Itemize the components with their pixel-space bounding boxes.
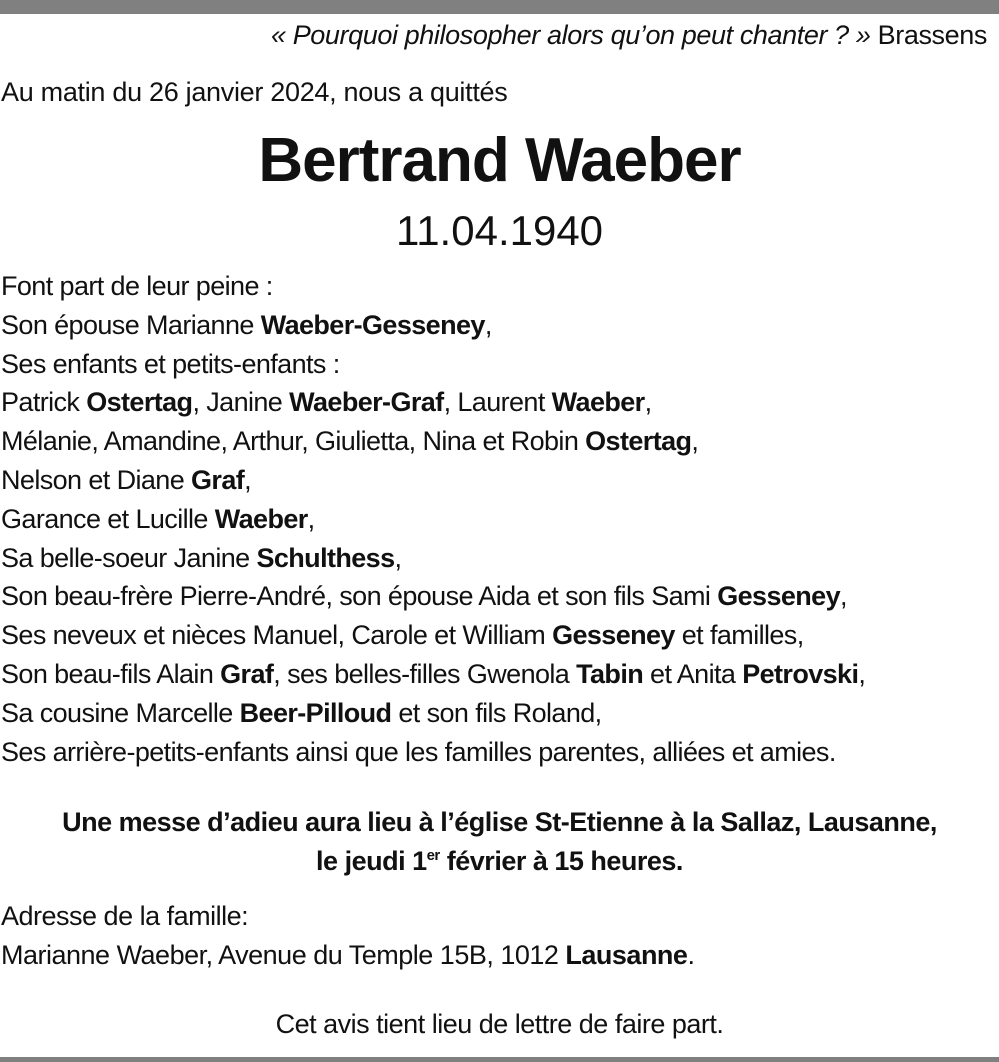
family-line bbox=[1, 422, 999, 461]
family-text: , Janine bbox=[192, 387, 290, 418]
family-line bbox=[1, 500, 999, 539]
family-surname: Waeber-Gesseney bbox=[260, 309, 485, 340]
epigraph bbox=[271, 16, 987, 54]
family-text: Son beau-frère Pierre-André, son épouse Aida et son fils Sami bbox=[1, 581, 718, 612]
family-surname: Graf bbox=[191, 464, 245, 495]
family-text: Garance et Lucille bbox=[1, 503, 215, 534]
ceremony-day: le jeudi 1 bbox=[316, 846, 427, 876]
family-address bbox=[1, 897, 694, 975]
address-end: . bbox=[687, 940, 695, 970]
family-line bbox=[1, 267, 999, 306]
family-text: , bbox=[484, 309, 492, 340]
family-surname: Waeber-Graf bbox=[289, 387, 444, 418]
top-rule bbox=[0, 0, 999, 14]
family-text: , bbox=[691, 426, 699, 457]
family-text: , bbox=[644, 387, 652, 418]
family-text: Ses neveux et nièces Manuel, Carole et William bbox=[1, 620, 553, 651]
address-city: Lausanne bbox=[565, 940, 688, 970]
ceremony-line-2 bbox=[0, 842, 999, 881]
family-text: Font part de leur peine : bbox=[1, 271, 273, 301]
address-street: Marianne Waeber, Avenue du Temple 15B, 1012 bbox=[1, 940, 566, 970]
bottom-rule bbox=[0, 1057, 999, 1062]
family-surname: Ostertag bbox=[585, 426, 692, 457]
address-line bbox=[1, 936, 694, 975]
family-text: Patrick bbox=[1, 387, 87, 418]
family-line bbox=[1, 539, 999, 578]
family-line bbox=[1, 694, 999, 733]
family-surname: Waeber bbox=[214, 503, 308, 534]
ordinal-suffix: er bbox=[426, 847, 440, 864]
family-text: Son épouse Marianne bbox=[1, 309, 261, 340]
family-surname: Schulthess bbox=[256, 542, 395, 573]
family-surname: Waeber bbox=[551, 387, 645, 418]
family-line bbox=[1, 733, 999, 772]
address-label: Adresse de la famille: bbox=[1, 901, 249, 931]
family-text: , Laurent bbox=[443, 387, 552, 418]
birth-date: 11.04.1940 bbox=[395, 207, 604, 254]
family-line bbox=[1, 461, 999, 500]
family-line bbox=[1, 383, 999, 422]
intro-text: Au matin du 26 janvier 2024, nous a quittés bbox=[1, 77, 508, 107]
family-surname: Petrovski bbox=[742, 658, 859, 689]
epigraph-author: Brassens bbox=[877, 20, 987, 50]
family-text: et son fils Roland, bbox=[391, 697, 602, 728]
family-text: , bbox=[394, 542, 402, 573]
deceased-name: Bertrand Waeber bbox=[258, 126, 741, 195]
closing-note: Cet avis tient lieu de lettre de faire part. bbox=[275, 1009, 724, 1039]
family-line bbox=[1, 577, 999, 616]
family-text: , bbox=[307, 503, 315, 534]
ceremony-line-1: Une messe d’adieu aura lieu à l’église St-Etienne à la Sallaz, Lausanne, bbox=[62, 807, 937, 837]
family-text: et Anita bbox=[643, 658, 743, 689]
family-surname: Tabin bbox=[576, 658, 644, 689]
family-list bbox=[1, 267, 999, 771]
ceremony-time: février à 15 heures. bbox=[439, 846, 683, 876]
family-text: Nelson et Diane bbox=[1, 464, 192, 495]
family-surname: Graf bbox=[220, 658, 274, 689]
family-surname: Gesseney bbox=[717, 581, 841, 612]
family-text: Ses enfants et petits-enfants : bbox=[1, 348, 340, 379]
family-text: Sa cousine Marcelle bbox=[1, 697, 240, 728]
family-line bbox=[1, 345, 999, 384]
family-text: , ses belles-filles Gwenola bbox=[273, 658, 577, 689]
family-text: Son beau-fils Alain bbox=[1, 658, 221, 689]
family-text: Mélanie, Amandine, Arthur, Giulietta, Nina et Robin bbox=[1, 426, 586, 457]
family-text: et familles, bbox=[674, 620, 804, 651]
family-text: , bbox=[840, 581, 847, 612]
family-text: Ses arrière-petits-enfants ainsi que les familles parentes, alliées et amies. bbox=[1, 736, 836, 767]
ceremony-notice bbox=[0, 803, 999, 881]
family-text: , bbox=[244, 464, 252, 495]
family-surname: Gesseney bbox=[552, 620, 675, 651]
family-surname: Ostertag bbox=[86, 387, 193, 418]
family-text: , bbox=[858, 658, 866, 689]
family-line bbox=[1, 616, 999, 655]
epigraph-quote: « Pourquoi philosopher alors qu’on peut chanter ? » bbox=[270, 20, 871, 50]
family-surname: Beer-Pilloud bbox=[239, 697, 392, 728]
family-line bbox=[1, 306, 999, 345]
family-line bbox=[1, 655, 999, 694]
family-text: Sa belle-soeur Janine bbox=[1, 542, 257, 573]
